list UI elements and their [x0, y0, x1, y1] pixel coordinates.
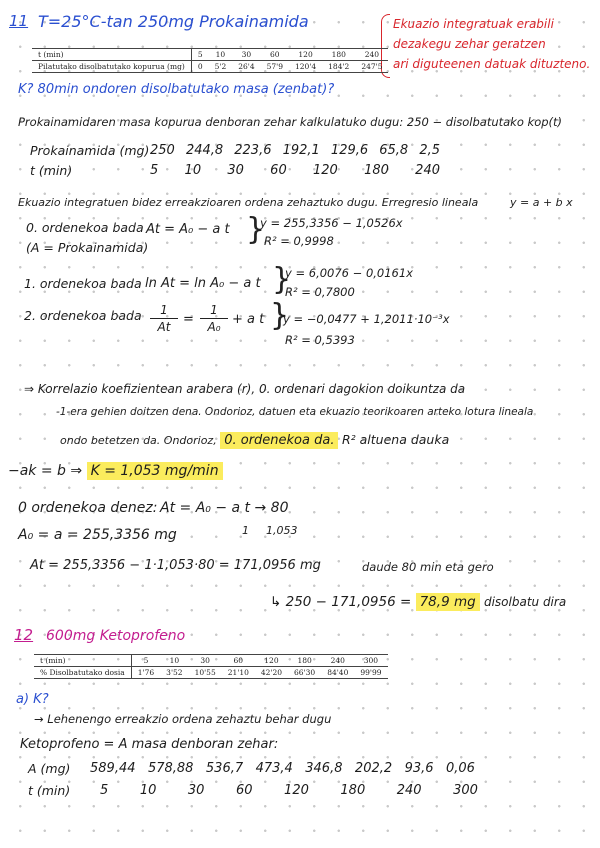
table-cell: 5	[131, 655, 160, 667]
value-cell: 244,8	[185, 143, 224, 158]
brace: }	[270, 298, 290, 333]
order-2-tail: + a t	[232, 312, 265, 327]
table-cell: 10	[160, 655, 188, 667]
value-cell: 2,5	[419, 143, 440, 158]
brace: }	[272, 262, 292, 297]
order-0-note: (A = Prokainamida)	[26, 240, 149, 255]
table-cell: 300	[354, 655, 387, 667]
table-cell: 247'5	[355, 61, 388, 73]
final-result	[270, 594, 566, 610]
data-table-12	[34, 654, 388, 679]
substitution-1: 1	[242, 524, 249, 537]
data-table-11	[32, 48, 388, 73]
value-cell: 240	[415, 163, 440, 178]
order-0-regression: y = 255,3356 − 1,0526x	[260, 216, 403, 230]
exercise-11-number: 11	[9, 12, 29, 30]
value-cell: 120	[284, 783, 309, 798]
final-result-text: ↳ 250 − 171,0956 =	[270, 594, 412, 610]
value-cell: 202,2	[354, 761, 393, 776]
regression-formula: y = a + b x	[510, 196, 573, 209]
value-cell: 10	[139, 783, 157, 798]
value-cell: 536,7	[205, 761, 244, 776]
exercise-12-title: 600mg Ketoprofeno	[46, 628, 186, 644]
table-row-label: % Disolbatutako dosia	[34, 667, 131, 679]
order-2-label: 2. ordenekoa bada	[24, 308, 142, 323]
equals-sign: =	[183, 312, 194, 327]
row-label-prokainamida: Prokainamida (mg)	[30, 143, 150, 158]
value-cell: 60	[270, 163, 287, 178]
table-cell: 99'99	[354, 667, 387, 679]
value-cell: 129,6	[330, 143, 369, 158]
table-cell: 5	[191, 49, 208, 61]
order-0-equation: At = A₀ − a t	[146, 222, 230, 237]
table-row-label: t (min)	[34, 655, 131, 667]
value-cell: 30	[227, 163, 244, 178]
order-1-r2: R² = 0,7800	[285, 285, 355, 299]
order-2-regression: y = −0,0477 + 1,2011·10⁻³x	[283, 312, 450, 326]
value-cell: 192,1	[282, 143, 320, 158]
row-label-mass: A (mg)	[28, 761, 71, 776]
table-cell: 84'40	[321, 667, 354, 679]
table-cell: 21'10	[222, 667, 255, 679]
value-cell: 65,8	[379, 143, 409, 158]
value-cell: 300	[453, 783, 478, 798]
value-cell: 578,88	[147, 761, 194, 776]
at-calculation: At = 255,3356 − 1·1,053·80 = 171,0956 mg	[30, 558, 321, 573]
k-derivation-text: −ak = b ⇒	[8, 463, 83, 479]
fraction-bar	[200, 318, 228, 319]
table-cell: 57'9	[261, 61, 289, 73]
time-values	[150, 163, 440, 178]
table-cell: 26'4	[232, 61, 260, 73]
value-cell: 93,6	[404, 761, 434, 776]
order-2-r2: R² = 0,5393	[285, 333, 355, 347]
at-comment: daude 80 min eta gero	[362, 560, 494, 574]
exercise-12-number: 12	[14, 626, 34, 644]
table-cell: 0	[191, 61, 208, 73]
value-cell: 60	[235, 783, 253, 798]
k-result-highlight: K = 1,053 mg/min	[87, 462, 223, 480]
exercise-12-definition: Ketoprofeno = A masa denboran zehar:	[20, 737, 279, 752]
k-derivation	[8, 463, 223, 479]
conclusion-line-3	[60, 432, 449, 448]
fraction-1-over-at	[150, 303, 178, 334]
table-cell: 60	[261, 49, 289, 61]
substitution-k: 1,053	[266, 524, 298, 537]
fraction-denominator: A₀	[207, 320, 221, 334]
table-row	[32, 49, 388, 61]
table-cell: 10'55	[189, 667, 222, 679]
fraction-bar	[150, 318, 178, 319]
value-cell: 589,44	[90, 761, 136, 776]
table-cell: 180	[288, 655, 321, 667]
value-cell: 473,4	[255, 761, 293, 776]
table-row	[34, 655, 388, 667]
table-cell: 30	[232, 49, 260, 61]
side-note-line: dezakegu zehar geratzen	[393, 37, 546, 51]
fraction-numerator: 1	[210, 303, 218, 317]
prokainamida-values	[150, 143, 440, 158]
order-1-regression: y = 6,0076 − 0,0161x	[285, 266, 413, 280]
value-cell: 10	[184, 163, 202, 178]
value-cell: 120	[312, 163, 338, 178]
order-1-equation: ln At = ln A₀ − a t	[145, 276, 261, 291]
side-note-line: ari diguteenen datuak dituzteno.	[393, 57, 591, 71]
table-row-label: t (min)	[32, 49, 191, 61]
table-cell: 30	[189, 655, 222, 667]
a0-value: A₀ = a = 255,3356 mg	[18, 527, 177, 543]
value-cell: 30	[187, 783, 205, 798]
table-cell: 10	[209, 49, 233, 61]
table-cell: 184'2	[322, 61, 355, 73]
table-cell: 42'20	[255, 667, 288, 679]
table-cell: 120	[289, 49, 322, 61]
value-cell: 250	[150, 143, 175, 158]
side-note-line: Ekuazio integratuak erabili	[393, 17, 554, 31]
table-cell: 1'76	[131, 667, 160, 679]
order-1-label: 1. ordenekoa bada	[24, 276, 142, 291]
value-cell: 0,06	[446, 761, 475, 776]
question-11: K? 80min ondoren disolbatutako masa (zenbat)?	[18, 82, 335, 97]
value-cell: 240	[396, 783, 422, 798]
value-cell: 180	[340, 783, 366, 798]
order-0-label: 0. ordenekoa bada	[26, 220, 144, 235]
table-cell: 120	[255, 655, 288, 667]
exercise-12-method: → Lehenengo erreakzio ordena zehaztu behar dugu	[34, 712, 332, 726]
table-cell: 240	[321, 655, 354, 667]
conclusion-r2-note: R² altuena dauka	[341, 432, 450, 447]
fraction-numerator: 1	[160, 303, 168, 317]
brace: }	[246, 212, 266, 247]
final-result-suffix: disolbatu dira	[483, 595, 567, 609]
order-0-restate: 0 ordenekoa denez:	[18, 500, 158, 516]
table-row-label: Pilatutako disolbatutako kopurua (mg)	[32, 61, 191, 73]
method-line: Prokainamidaren masa kopurua denboran zehar kalkulatuko dugu: 250 − disolbatutako kop(t)	[18, 115, 563, 129]
regression-intro: Ekuazio integratuen bidez erreakzioaren ordena zehaztuko dugu. Erregresio lineala	[18, 196, 479, 209]
table-cell: 5'2	[209, 61, 233, 73]
side-note	[393, 14, 590, 74]
exercise-11-title: T=25°C-tan 250mg Prokainamida	[38, 12, 309, 31]
fraction-denominator: At	[157, 320, 171, 334]
table-cell: 180	[322, 49, 355, 61]
table-cell: 3'52	[160, 667, 188, 679]
table-cell: 66'30	[288, 667, 321, 679]
question-12a: a) K?	[16, 692, 49, 707]
value-cell: 180	[364, 163, 389, 178]
value-cell: 346,8	[305, 761, 343, 776]
final-result-highlight: 78,9 mg	[416, 593, 480, 611]
order-0-r2: R² = 0,9998	[264, 234, 334, 248]
row-label-time-12: t (min)	[28, 783, 71, 798]
table-cell: 60	[222, 655, 255, 667]
conclusion-line-2: -1-era gehien doitzen dena. Ondorioz, datuen eta ekuazio teorikoaren arteko lotura lineala	[56, 406, 534, 418]
fraction-1-over-a0	[200, 303, 228, 334]
conclusion-text: ondo betetzen da. Ondorioz,	[60, 434, 217, 447]
table-cell: 240	[355, 49, 388, 61]
row-label-time: t (min)	[30, 163, 73, 178]
value-cell: 5	[100, 783, 109, 798]
table-row	[32, 61, 388, 73]
time-values-12	[100, 783, 478, 798]
table-cell: 120'4	[289, 61, 322, 73]
table-row	[34, 667, 388, 679]
value-cell: 5	[150, 163, 159, 178]
value-cell: 223,6	[234, 143, 272, 158]
conclusion-line-1: ⇒ Korrelazio koefizientean arabera (r), 0. ordenari dagokion doikuntza da	[24, 382, 466, 396]
order-0-restate-eq: At = A₀ − a t → 80	[160, 500, 289, 516]
order-highlight: 0. ordenekoa da.	[220, 432, 338, 449]
ketoprofeno-values	[90, 761, 475, 776]
